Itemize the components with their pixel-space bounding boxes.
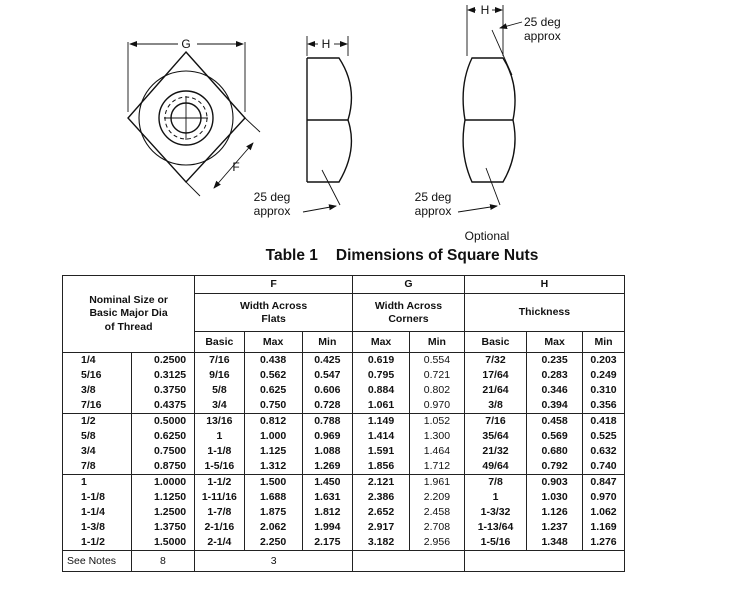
table-value: 7/16 bbox=[209, 354, 230, 366]
table-value: 0.235 bbox=[541, 354, 568, 366]
table-value: 0.3125 bbox=[154, 369, 187, 381]
subheader-g-min: Min bbox=[410, 332, 465, 353]
table-value: 1.5000 bbox=[154, 536, 187, 548]
table-value: 5/8 bbox=[81, 430, 96, 442]
nominal-header-line2: Basic Major Dia bbox=[89, 307, 168, 320]
table-value: 1-3/8 bbox=[81, 521, 105, 533]
notes-h bbox=[464, 551, 624, 572]
notes-row bbox=[63, 551, 625, 572]
table-value: 0.394 bbox=[541, 399, 568, 411]
table-value: 7/16 bbox=[485, 415, 506, 427]
f-min-cell bbox=[302, 414, 353, 475]
h-min-cell bbox=[583, 475, 625, 551]
h-min-cell bbox=[583, 353, 625, 414]
table-value: 1.269 bbox=[314, 460, 341, 472]
table-value: 0.969 bbox=[314, 430, 341, 442]
table-value: 49/64 bbox=[482, 460, 509, 472]
table-value: 0.425 bbox=[314, 354, 341, 366]
table-value: 2.175 bbox=[314, 536, 341, 548]
table-value: 1.062 bbox=[590, 506, 617, 518]
table-value: 3.182 bbox=[367, 536, 395, 548]
table-value: 1.0000 bbox=[154, 476, 187, 488]
table-value: 21/32 bbox=[482, 445, 509, 457]
optional-label: Optional bbox=[464, 229, 510, 243]
table-value: 0.812 bbox=[259, 415, 287, 427]
table-value: 1.812 bbox=[314, 506, 341, 518]
notes-nominal: 8 bbox=[131, 551, 194, 572]
f-basic-cell bbox=[195, 475, 244, 551]
table-value: 1.414 bbox=[367, 430, 395, 442]
label-h-left: H bbox=[321, 37, 331, 51]
table-value: 0.619 bbox=[367, 354, 395, 366]
table-value: 1.712 bbox=[423, 460, 451, 472]
table-value: 1.169 bbox=[590, 521, 617, 533]
table-value: 0.7500 bbox=[154, 445, 187, 457]
table-value: 7/8 bbox=[81, 460, 96, 472]
h-basic-cell bbox=[464, 414, 526, 475]
nominal-header-line3: of Thread bbox=[104, 320, 153, 333]
subheader-f-basic: Basic bbox=[195, 332, 244, 353]
table-value: 1.052 bbox=[423, 415, 451, 427]
f-max-cell bbox=[244, 475, 302, 551]
table-value: 1.856 bbox=[367, 460, 395, 472]
table-value: 0.606 bbox=[314, 384, 341, 396]
table-value: 3/4 bbox=[81, 445, 96, 457]
table-value: 1-5/16 bbox=[480, 536, 511, 548]
table-value: 0.203 bbox=[590, 354, 617, 366]
table-value: 2-1/16 bbox=[204, 521, 235, 533]
table-value: 1/2 bbox=[81, 415, 96, 427]
label-g: G bbox=[181, 37, 191, 51]
angle-label-right-bottom-line2: approx bbox=[414, 204, 452, 218]
table-value: 2.062 bbox=[259, 521, 287, 533]
table-value: 0.750 bbox=[259, 399, 287, 411]
table-value: 0.884 bbox=[367, 384, 395, 396]
table-row-group bbox=[63, 353, 625, 414]
table-value: 2.209 bbox=[423, 491, 451, 503]
table-value: 1-1/8 bbox=[81, 491, 105, 503]
table-row-group bbox=[63, 414, 625, 475]
label-f: F bbox=[232, 160, 240, 174]
header-width-across-corners bbox=[353, 294, 465, 332]
table-value: 1-5/16 bbox=[204, 460, 235, 472]
flats-header-line2: Flats bbox=[261, 312, 286, 325]
table-value: 1.237 bbox=[541, 521, 568, 533]
h-basic-cell bbox=[464, 353, 526, 414]
table-value: 1.688 bbox=[259, 491, 287, 503]
basic-major-dia-cell bbox=[131, 475, 194, 551]
h-max-cell bbox=[527, 475, 583, 551]
flats-header-line1: Width Across bbox=[240, 299, 308, 312]
table-value: 5/8 bbox=[212, 384, 227, 396]
table-value: 5/16 bbox=[81, 369, 102, 381]
table-value: 0.788 bbox=[314, 415, 341, 427]
table-value: 2.708 bbox=[423, 521, 451, 533]
table-value: 1.312 bbox=[259, 460, 287, 472]
table-value: 1.3750 bbox=[154, 521, 187, 533]
table-value: 0.310 bbox=[590, 384, 617, 396]
corners-header-line2: Corners bbox=[388, 312, 429, 325]
table-value: 0.283 bbox=[541, 369, 568, 381]
table-value: 1-1/2 bbox=[207, 476, 232, 488]
table-value: 7/8 bbox=[488, 476, 503, 488]
table-value: 0.249 bbox=[590, 369, 617, 381]
table-value: 0.970 bbox=[590, 491, 617, 503]
table-value: 7/32 bbox=[485, 354, 506, 366]
basic-major-dia-cell bbox=[131, 353, 194, 414]
table-value: 2.386 bbox=[367, 491, 395, 503]
table-value: 0.458 bbox=[541, 415, 568, 427]
table-value: 0.547 bbox=[314, 369, 341, 381]
table-value: 0.802 bbox=[423, 384, 451, 396]
nominal-header-line1: Nominal Size or bbox=[89, 294, 168, 307]
nut-drawings bbox=[0, 0, 742, 245]
table-value: 0.418 bbox=[590, 415, 617, 427]
table-value: 1.1250 bbox=[154, 491, 187, 503]
notes-f: 3 bbox=[195, 551, 353, 572]
subheader-g-max: Max bbox=[353, 332, 410, 353]
table-row-group bbox=[63, 475, 625, 551]
angle-label-left-line2: approx bbox=[253, 204, 291, 218]
nominal-size-header bbox=[63, 276, 195, 353]
header-width-across-flats bbox=[195, 294, 353, 332]
table-title: Dimensions of Square Nuts bbox=[335, 247, 539, 264]
table-value: 1-7/8 bbox=[207, 506, 232, 518]
table-value: 0.562 bbox=[259, 369, 287, 381]
table-value: 0.569 bbox=[541, 430, 568, 442]
f-min-cell bbox=[302, 475, 353, 551]
basic-major-dia-cell bbox=[131, 414, 194, 475]
table-value: 1.2500 bbox=[154, 506, 187, 518]
table-caption bbox=[0, 247, 742, 265]
table-value: 1.348 bbox=[541, 536, 568, 548]
table-value: 9/16 bbox=[209, 369, 230, 381]
angle-label-left-line1: 25 deg bbox=[253, 190, 291, 204]
table-value: 7/16 bbox=[81, 399, 102, 411]
g-min-cell bbox=[410, 353, 465, 414]
g-max-cell bbox=[353, 414, 410, 475]
table-value: 0.903 bbox=[541, 476, 568, 488]
table-value: 1.125 bbox=[259, 445, 287, 457]
table-value: 2.956 bbox=[423, 536, 451, 548]
angle-label-right-bottom-line1: 25 deg bbox=[414, 190, 452, 204]
notes-label: See Notes bbox=[63, 551, 132, 572]
table-value: 17/64 bbox=[482, 369, 509, 381]
table-value: 2-1/4 bbox=[207, 536, 232, 548]
f-basic-cell bbox=[195, 353, 244, 414]
subheader-h-basic: Basic bbox=[464, 332, 526, 353]
table-value: 13/16 bbox=[206, 415, 233, 427]
subheader-f-min: Min bbox=[302, 332, 353, 353]
table-number: Table 1 bbox=[265, 247, 318, 264]
table-value: 0.740 bbox=[590, 460, 617, 472]
table-value: 21/64 bbox=[482, 384, 509, 396]
g-max-cell bbox=[353, 353, 410, 414]
subheader-h-min: Min bbox=[583, 332, 625, 353]
table-value: 1.030 bbox=[541, 491, 568, 503]
table-value: 1 bbox=[492, 491, 499, 503]
table-value: 0.721 bbox=[423, 369, 451, 381]
table-value: 1.961 bbox=[423, 476, 451, 488]
angle-label-right-top-line1: 25 deg bbox=[524, 15, 561, 29]
table-value: 0.525 bbox=[590, 430, 617, 442]
nut-side-view-left bbox=[303, 36, 351, 212]
h-basic-cell bbox=[464, 475, 526, 551]
table-value: 3/4 bbox=[212, 399, 227, 411]
subheader-f-max: Max bbox=[244, 332, 302, 353]
header-h: H bbox=[464, 276, 624, 294]
table-value: 3/8 bbox=[81, 384, 96, 396]
table-value: 0.2500 bbox=[154, 354, 187, 366]
table-value: 0.346 bbox=[541, 384, 568, 396]
table-value: 0.3750 bbox=[154, 384, 187, 396]
nominal-size-cell bbox=[63, 414, 132, 475]
table-value: 1.464 bbox=[423, 445, 451, 457]
table-value: 0.792 bbox=[541, 460, 568, 472]
table-value: 1.450 bbox=[314, 476, 341, 488]
table-value: 1 bbox=[216, 430, 223, 442]
subheader-h-max: Max bbox=[527, 332, 583, 353]
header-g: G bbox=[353, 276, 465, 294]
table-value: 35/64 bbox=[482, 430, 509, 442]
table-value: 1-3/32 bbox=[480, 506, 511, 518]
nominal-size-cell bbox=[63, 475, 132, 551]
table-value: 0.847 bbox=[590, 476, 617, 488]
table-value: 0.728 bbox=[314, 399, 341, 411]
header-f: F bbox=[195, 276, 353, 294]
table-value: 2.917 bbox=[367, 521, 395, 533]
table-value: 1-1/4 bbox=[81, 506, 105, 518]
f-max-cell bbox=[244, 353, 302, 414]
corners-header-line1: Width Across bbox=[374, 299, 443, 312]
table-value: 0.795 bbox=[367, 369, 395, 381]
table-value: 0.4375 bbox=[154, 399, 187, 411]
table-value: 3/8 bbox=[488, 399, 503, 411]
table-value: 1.500 bbox=[259, 476, 287, 488]
f-min-cell bbox=[302, 353, 353, 414]
table-value: 1.300 bbox=[423, 430, 451, 442]
table-value: 1-1/2 bbox=[81, 536, 105, 548]
table-value: 1-11/16 bbox=[201, 491, 237, 503]
table-value: 1.126 bbox=[541, 506, 568, 518]
square-nut-top-view bbox=[128, 42, 260, 196]
table-value: 1.061 bbox=[367, 399, 395, 411]
table-value: 1/4 bbox=[81, 354, 96, 366]
g-min-cell bbox=[410, 475, 465, 551]
notes-g bbox=[353, 551, 465, 572]
header-thickness: Thickness bbox=[464, 294, 624, 332]
h-min-cell bbox=[583, 414, 625, 475]
g-max-cell bbox=[353, 475, 410, 551]
table-value: 0.632 bbox=[590, 445, 617, 457]
table-value: 0.438 bbox=[259, 354, 287, 366]
f-max-cell bbox=[244, 414, 302, 475]
table-value: 1.276 bbox=[590, 536, 617, 548]
table-value: 1.631 bbox=[314, 491, 341, 503]
table-value: 2.121 bbox=[367, 476, 395, 488]
table-value: 0.554 bbox=[423, 354, 451, 366]
label-h-right: H bbox=[480, 3, 490, 17]
h-max-cell bbox=[527, 353, 583, 414]
table-value: 2.250 bbox=[259, 536, 287, 548]
table-value: 2.458 bbox=[423, 506, 451, 518]
table-value: 1.088 bbox=[314, 445, 341, 457]
table-value: 1 bbox=[81, 476, 87, 488]
table-value: 0.6250 bbox=[154, 430, 187, 442]
table-value: 0.625 bbox=[259, 384, 287, 396]
square-nut-dimensions-table bbox=[62, 275, 625, 572]
table-value: 0.356 bbox=[590, 399, 617, 411]
table-value: 1.149 bbox=[367, 415, 395, 427]
table-value: 0.8750 bbox=[154, 460, 187, 472]
table-value: 1.875 bbox=[259, 506, 287, 518]
table-value: 0.970 bbox=[423, 399, 451, 411]
angle-label-right-top-line2: approx bbox=[524, 29, 561, 43]
table-value: 1.000 bbox=[259, 430, 287, 442]
table-value: 1-13/64 bbox=[477, 521, 514, 533]
table-value: 0.680 bbox=[541, 445, 568, 457]
table-value: 1-1/8 bbox=[207, 445, 232, 457]
table-value: 1.994 bbox=[314, 521, 341, 533]
table-value: 2.652 bbox=[367, 506, 395, 518]
table-value: 1.591 bbox=[367, 445, 395, 457]
table-value: 0.5000 bbox=[154, 415, 187, 427]
f-basic-cell bbox=[195, 414, 244, 475]
nut-side-view-optional bbox=[458, 5, 522, 212]
g-min-cell bbox=[410, 414, 465, 475]
nominal-size-cell bbox=[63, 353, 132, 414]
h-max-cell bbox=[527, 414, 583, 475]
